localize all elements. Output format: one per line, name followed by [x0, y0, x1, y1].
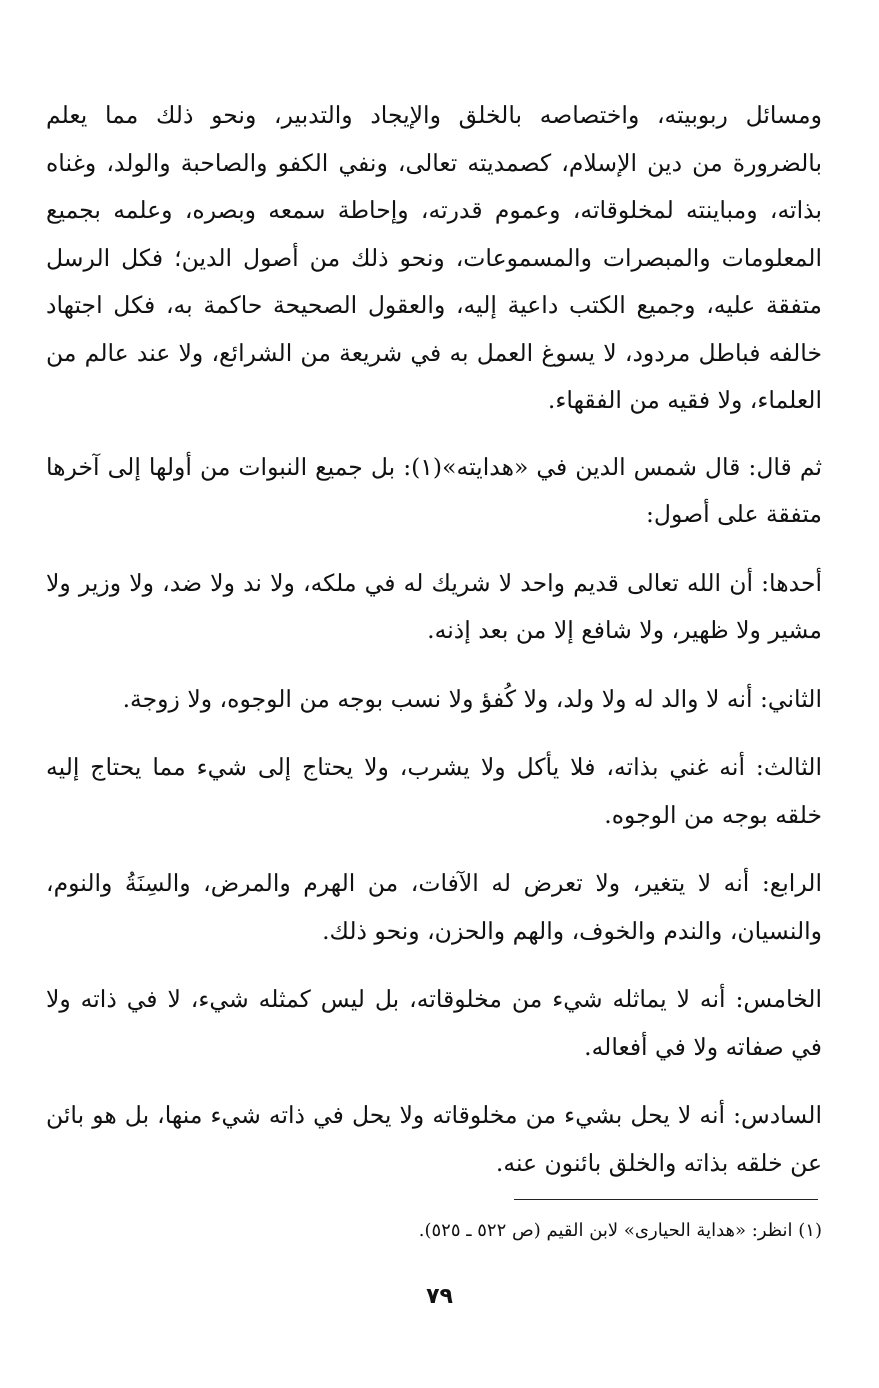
paragraph-third-principle: الثالث: أنه غني بذاته، فلا يأكل ولا يشرب، ولا يحتاج إلى شيء مما يحتاج إليه خلقه بوجه من الوجوه.	[46, 753, 822, 829]
paragraph-fifth-principle: الخامس: أنه لا يماثله شيء من مخلوقاته، بل ليس كمثله شيء، لا في ذاته ولا في صفاته ولا في أفعاله.	[46, 985, 822, 1061]
footnote: (١) انظر: «هداية الحيارى» لابن القيم (ص ٥٢٢ ـ ٥٢٥).	[418, 1220, 822, 1241]
footnote-separator	[514, 1199, 818, 1200]
paragraph-fourth-principle: الرابع: أنه لا يتغير، ولا تعرض له الآفات، من الهرم والمرض، والسِنَةُ والنوم، والنسيان، والندم والخوف، والهم والحزن، ونحو ذلك.	[46, 869, 822, 945]
page-number: ٧٩	[426, 1284, 453, 1309]
paragraph-first-principle: أحدها: أن الله تعالى قديم واحد لا شريك له في ملكه، ولا ند ولا ضد، ولا وزير ولا مشير ولا ظهير، ولا شافع إلا من بعد إذنه.	[46, 568, 822, 644]
paragraph-quote-intro: ثم قال: قال شمس الدين في «هدايته»(١): بل جميع النبوات من أولها إلى آخرها متفقة على أصول:	[46, 452, 822, 528]
paragraph-second-principle: الثاني: أنه لا والد له ولا ولد، ولا كُفؤ ولا نسب بوجه من الوجوه، ولا زوجة.	[122, 684, 822, 713]
paragraph-sixth-principle: السادس: أنه لا يحل بشيء من مخلوقاته ولا يحل في ذاته شيء منها، بل هو بائن عن خلقه بذاته والخلق بائنون عنه.	[46, 1101, 822, 1177]
paragraph-intro: ومسائل ربوبيته، واختصاصه بالخلق والإيجاد والتدبير، ونحو ذلك مما يعلم بالضرورة من دين الإسلام، كصمديته تعالى، ونفي الكفو والصاحبة والولد، وغناه بذاته، ومباينته لمخلوقاته، وعموم قدرته، وإحاطة سمعه وبصره، وعلمه بجميع المعلومات والمبصرات والمسموعات، ونحو ذلك من أصول الدين؛ فكل الرسل متفقة عليه، وجميع الكتب داعية إليه، والعقول الصحيحة حاكمة به، فكل اجتهاد خالفه فباطل مردود، لا يسوغ العمل به في شريعة من الشرائع، ولا عند عالم من العلماء، ولا فقيه من الفقهاء.	[46, 101, 822, 414]
main-text	[46, 92, 822, 1208]
